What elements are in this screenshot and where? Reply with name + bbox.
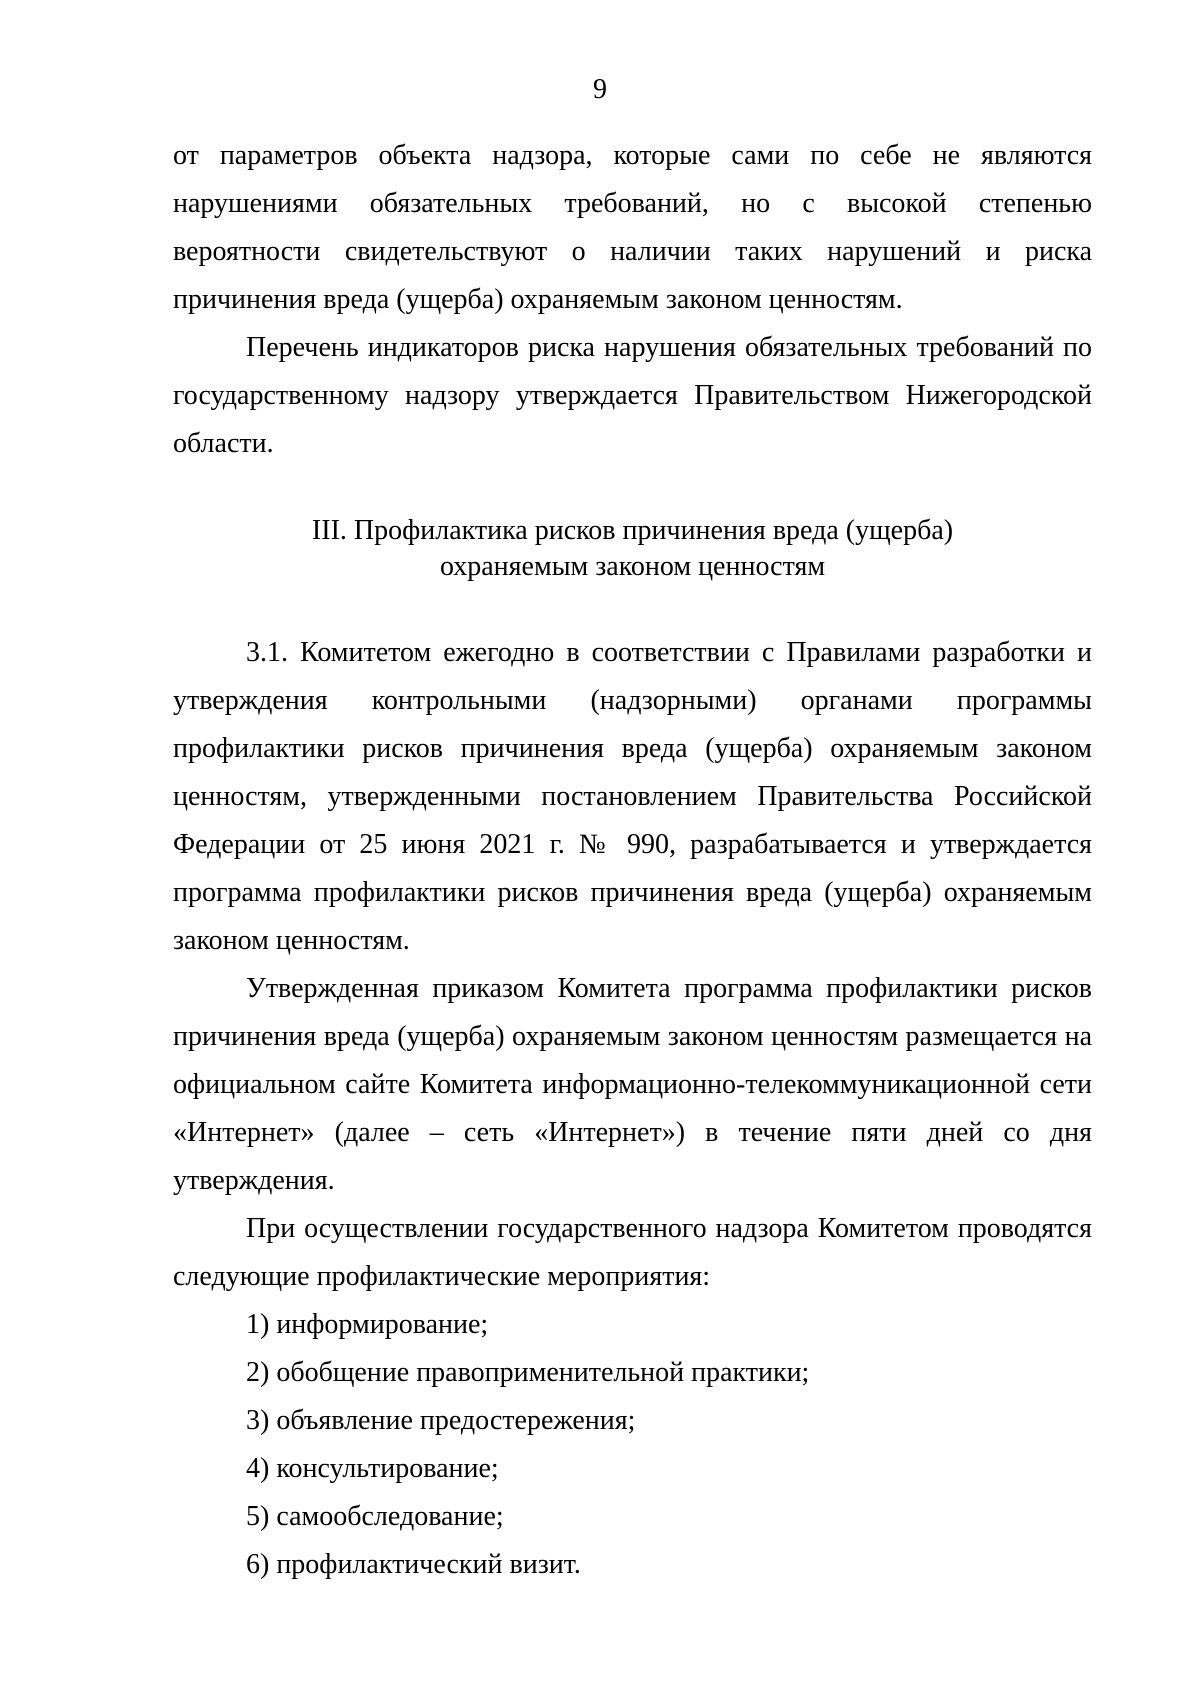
list-item: 2) обобщение правоприменительной практики; <box>246 1357 810 1388</box>
section-heading-line-1: III. Профилактика рисков причинения вреда (ущерба) <box>311 515 954 546</box>
paragraph-risk-indicators: Перечень индикаторов риска нарушения обязательных требований по государственному надзору утверждается Правительством Нижегородской области. <box>173 332 1092 459</box>
list-item: 3) объявление предостережения; <box>246 1405 636 1436</box>
list-item: 4) консультирование; <box>246 1453 499 1484</box>
list-item: 6) профилактический визит. <box>246 1549 581 1580</box>
section-heading <box>173 513 1092 585</box>
page-number: 9 <box>593 74 607 105</box>
paragraph-continuation: от параметров объекта надзора, которые сами по себе не являются нарушениями обязательных требований, но с высокой степенью вероятности свидетельствуют о наличии таких нарушений и риска причинения вреда (ущерба) охраняемым законом ценностям. <box>173 140 1092 315</box>
paragraph-measures-intro: При осуществлении государственного надзора Комитетом проводятся следующие профилактические мероприятия: <box>173 1213 1092 1292</box>
paragraph-program-publication: Утвержденная приказом Комитета программа профилактики рисков причинения вреда (ущерба) охраняемым законом ценностям размещается на официальном сайте Комитета информационно-телекоммуникационной сети «Интернет» (далее – сеть «Интернет») в течение пяти дней со дня утверждения. <box>173 973 1092 1196</box>
document-body <box>173 132 1092 1589</box>
measures-list <box>173 1301 1092 1589</box>
list-item: 5) самообследование; <box>246 1501 504 1532</box>
list-item: 1) информирование; <box>246 1309 489 1340</box>
paragraph-3-1: 3.1. Комитетом ежегодно в соответствии с Правилами разработки и утверждения контрольными (надзорными) органами программы профилактики рисков причинения вреда (ущерба) охраняемым законом ценностям, утвержденными постановлением Правительства Российской Федерации от 25 июня 2021 г. № 990, разрабатывается и утверждается программа профилактики рисков причинения вреда (ущерба) охраняемым законом ценностям. <box>173 637 1092 956</box>
section-heading-line-2: охраняемым законом ценностям <box>439 551 826 582</box>
